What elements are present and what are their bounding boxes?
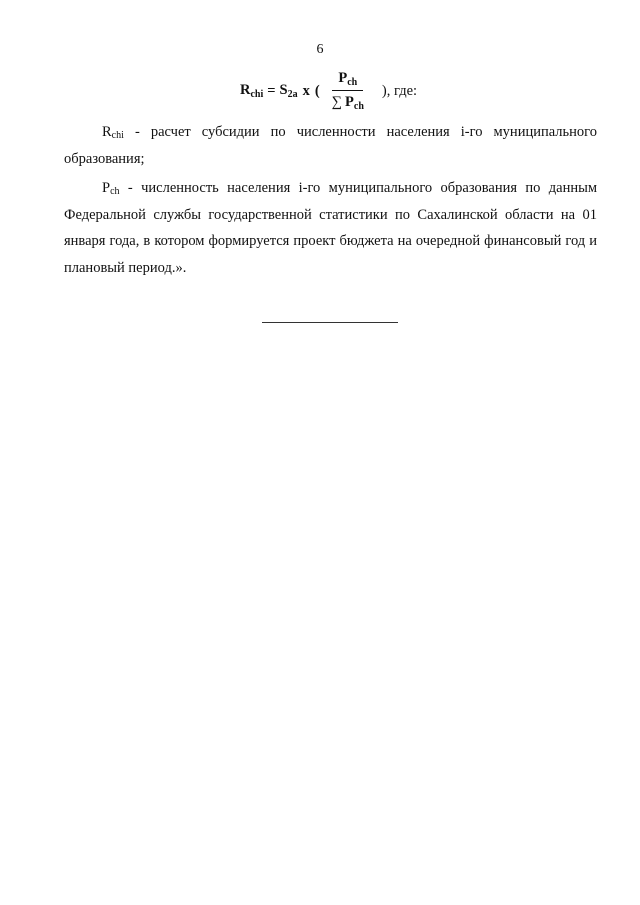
definition-text: - численность населения i-го муниципального образования по данным Федеральной службы государственной статистики по Сахалинской области на 01 января года, в котором формируется проект бюджета на очередной финансовый год и плановый период.».: [64, 180, 597, 276]
formula-equals: =: [267, 82, 276, 99]
formula-close-paren: ), где:: [381, 82, 418, 99]
formula-lhs: $R_{chi}$: [240, 82, 264, 100]
definition-rchi: [64, 119, 597, 172]
page-number: 6: [316, 42, 324, 57]
definition-pch: [64, 175, 597, 281]
formula-s-term: $S_{2a}$: [279, 82, 298, 100]
formula-open-paren: (: [314, 82, 320, 99]
formula-fraction: [326, 70, 370, 112]
definition-symbol: $R_{chi}$: [102, 124, 124, 141]
fraction-numerator: $P_{ch}$: [332, 70, 363, 91]
definition-text: - расчет субсидии по численности населения i-го муниципального образования;: [64, 124, 597, 167]
formula-times: x: [302, 82, 310, 99]
subsidy-formula: [240, 68, 417, 114]
fraction-denominator: ∑ $P_{ch}$: [331, 94, 364, 112]
definition-symbol: $P_{ch}$: [102, 180, 120, 197]
closing-rule-divider: [262, 322, 398, 323]
